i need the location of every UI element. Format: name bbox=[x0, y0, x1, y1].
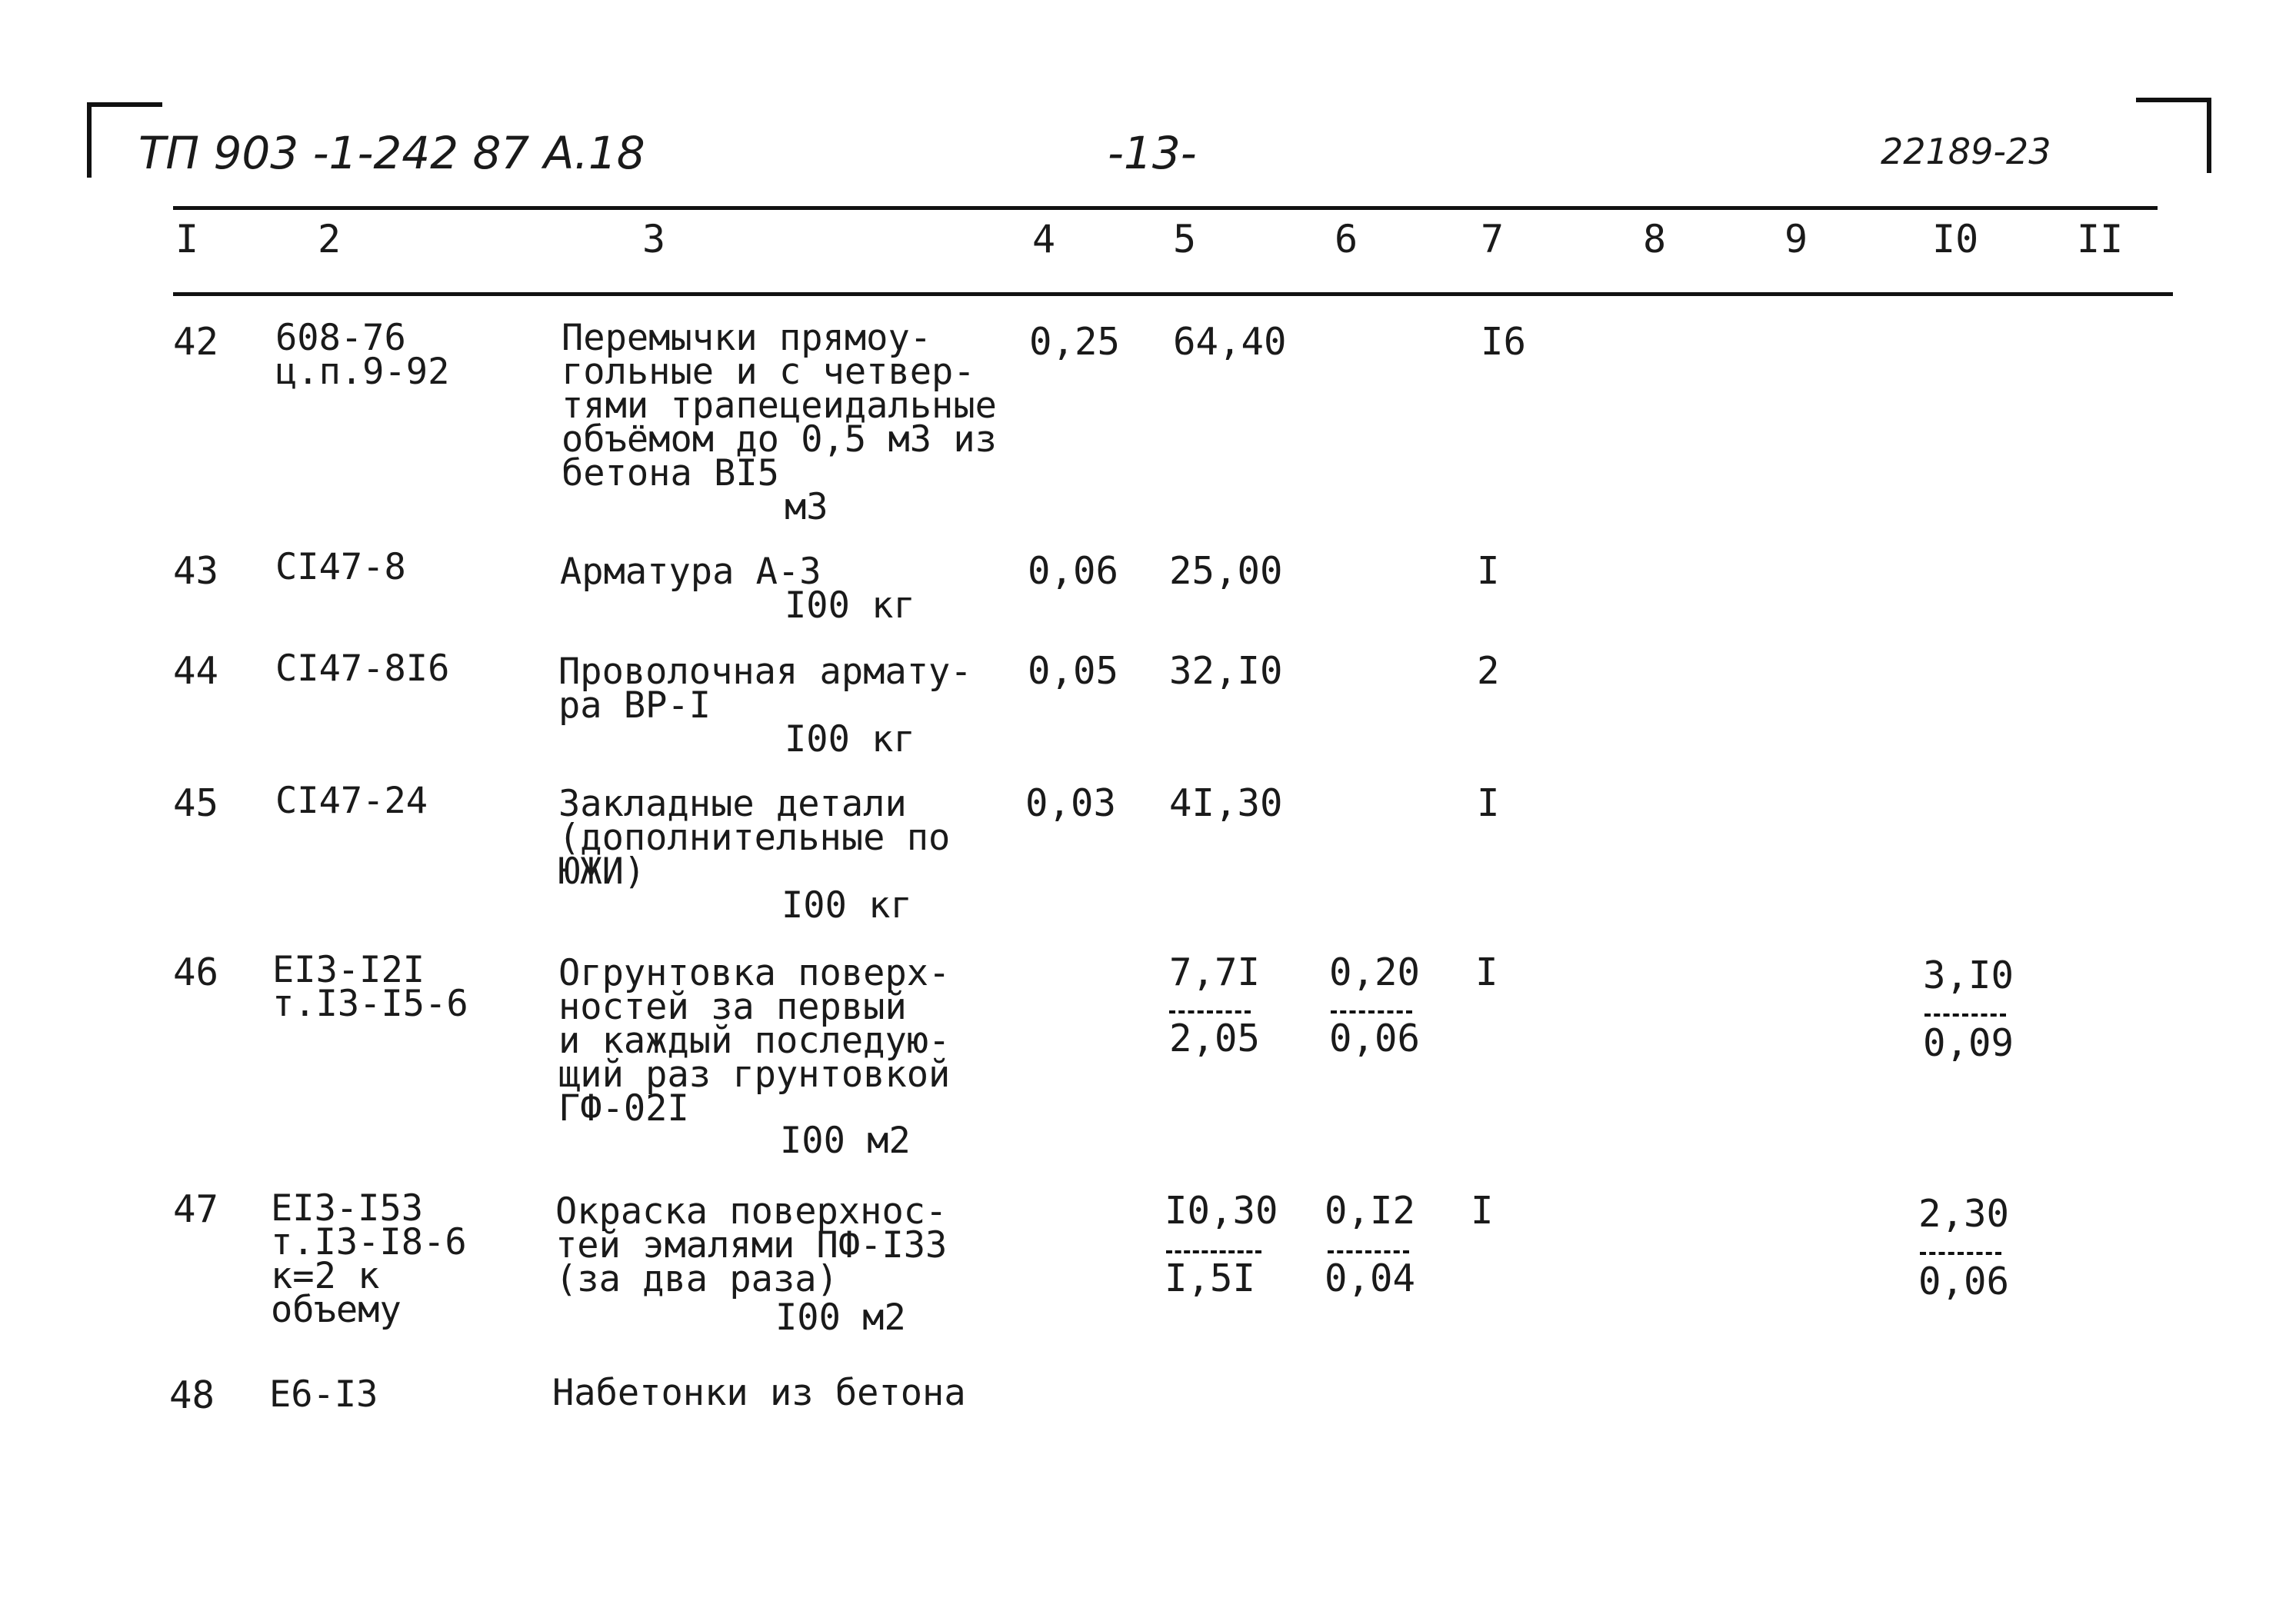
table-top-rule bbox=[173, 206, 2158, 210]
code-line: к=2 к bbox=[271, 1255, 380, 1297]
value-col6-bottom: 0,06 bbox=[1329, 1017, 1421, 1060]
fraction-line bbox=[1920, 1252, 2001, 1255]
column-number-2: 2 bbox=[318, 217, 342, 261]
column-number-4: 4 bbox=[1032, 217, 1056, 261]
value-col4: 0,06 bbox=[1028, 549, 1119, 593]
value-col4: 0,03 bbox=[1025, 781, 1117, 825]
description-line: Окраска поверхнос- bbox=[555, 1190, 948, 1233]
value-col5: 4I,30 bbox=[1169, 781, 1283, 825]
description-line: Закладные детали bbox=[558, 783, 907, 825]
column-number-8: 8 bbox=[1643, 217, 1667, 261]
value-col5: 25,00 bbox=[1169, 549, 1283, 593]
description-line: тей эмалями ПФ-I33 bbox=[555, 1224, 948, 1266]
value-col4: 0,25 bbox=[1029, 320, 1121, 364]
code-line: ц.п.9-92 bbox=[275, 351, 450, 393]
fraction-line bbox=[1924, 1014, 2006, 1017]
description-line: Набетонки из бетона bbox=[552, 1372, 966, 1414]
fraction-line bbox=[1166, 1250, 1261, 1253]
description-line: (дополнительные по bbox=[558, 817, 951, 859]
code-line: 608-76 bbox=[275, 317, 406, 359]
code-line: т.I3-I5-6 bbox=[272, 983, 468, 1025]
row-number: 48 bbox=[169, 1373, 215, 1417]
row-number: 45 bbox=[173, 781, 219, 825]
description-line: (за два раза) bbox=[555, 1258, 838, 1300]
value-col10-top: 3,I0 bbox=[1923, 954, 2014, 997]
description-line: тями трапецеидальные bbox=[562, 384, 997, 427]
code-line: CI47-8I6 bbox=[275, 647, 450, 690]
code-line: E6-I3 bbox=[269, 1373, 378, 1416]
column-number-9: 9 bbox=[1784, 217, 1808, 261]
value-col5-top: 7,7I bbox=[1169, 950, 1261, 994]
value-col5-top: I0,30 bbox=[1165, 1189, 1278, 1233]
code-line: объему bbox=[271, 1289, 402, 1331]
unit: I00 м2 bbox=[780, 1120, 911, 1162]
value-col5: 64,40 bbox=[1173, 320, 1287, 364]
column-number-1: I bbox=[175, 217, 199, 261]
row-number: 42 bbox=[173, 320, 219, 364]
row-number: 44 bbox=[173, 649, 219, 693]
corner-mark-right bbox=[2136, 98, 2211, 173]
row-number: 46 bbox=[173, 950, 219, 994]
fraction-line bbox=[1169, 1010, 1251, 1014]
description-line: объёмом до 0,5 м3 из bbox=[562, 418, 997, 461]
fraction-line bbox=[1331, 1010, 1412, 1014]
description-line: Арматура А-3 bbox=[560, 551, 821, 593]
column-number-5: 5 bbox=[1173, 217, 1197, 261]
value-col10-bottom: 0,09 bbox=[1923, 1021, 2014, 1065]
description-line: ГФ-02I bbox=[558, 1087, 689, 1130]
row-number: 43 bbox=[173, 549, 219, 593]
value-col5-bottom: 2,05 bbox=[1169, 1017, 1261, 1060]
column-number-3: 3 bbox=[642, 217, 666, 261]
unit: I00 м2 bbox=[775, 1296, 906, 1339]
value-col4: 0,05 bbox=[1028, 649, 1119, 693]
unit: I00 кг bbox=[785, 718, 915, 761]
value-col10-top: 2,30 bbox=[1918, 1192, 2010, 1236]
description-line: ЮЖИ) bbox=[558, 850, 646, 893]
ref-code: 22189-23 bbox=[1881, 131, 2051, 172]
unit: I00 кг bbox=[785, 584, 915, 627]
description-line: и каждый последую- bbox=[558, 1020, 951, 1062]
unit: м3 bbox=[785, 486, 828, 528]
value-col7: I bbox=[1477, 549, 1500, 593]
value-col5: 32,I0 bbox=[1169, 649, 1283, 693]
description-line: щий раз грунтовкой bbox=[558, 1053, 951, 1096]
description-line: гольные и с четвер- bbox=[562, 351, 975, 393]
description-line: бетона BI5 bbox=[562, 452, 779, 494]
description-line: ра ВР-I bbox=[558, 684, 711, 727]
code-line: CI47-8 bbox=[275, 546, 406, 588]
code-line: EI3-I2I bbox=[272, 949, 425, 991]
value-col7: I6 bbox=[1481, 320, 1527, 364]
value-col6-bottom: 0,04 bbox=[1325, 1257, 1416, 1300]
column-number-6: 6 bbox=[1335, 217, 1358, 261]
code-line: EI3-I53 bbox=[271, 1187, 424, 1230]
value-col5-bottom: I,5I bbox=[1165, 1257, 1256, 1300]
unit: I00 кг bbox=[781, 884, 912, 927]
column-number-7: 7 bbox=[1481, 217, 1505, 261]
description-line: Огрунтовка поверх- bbox=[558, 952, 951, 994]
header-bottom-rule bbox=[173, 292, 2173, 296]
fraction-line bbox=[1328, 1250, 1409, 1253]
value-col10-bottom: 0,06 bbox=[1918, 1260, 2010, 1303]
value-col7: I bbox=[1477, 781, 1500, 825]
code-line: CI47-24 bbox=[275, 780, 428, 822]
value-col6-top: 0,20 bbox=[1329, 950, 1421, 994]
column-number-10: I0 bbox=[1932, 217, 1979, 261]
row-number: 47 bbox=[173, 1187, 219, 1231]
description-line: Проволочная армату- bbox=[558, 651, 972, 693]
column-number-11: II bbox=[2077, 217, 2124, 261]
value-col7: 2 bbox=[1477, 649, 1500, 693]
doc-code: ТП 903 -1-242 87 А.18 bbox=[138, 127, 645, 179]
code-line: т.I3-I8-6 bbox=[271, 1221, 467, 1263]
description-line: ностей за первый bbox=[558, 986, 907, 1028]
value-col6-top: 0,I2 bbox=[1325, 1189, 1416, 1233]
page-number: -13- bbox=[1108, 127, 1197, 179]
value-col7: I bbox=[1475, 950, 1498, 994]
description-line: Перемычки прямоу- bbox=[562, 317, 932, 359]
value-col7: I bbox=[1471, 1189, 1494, 1233]
